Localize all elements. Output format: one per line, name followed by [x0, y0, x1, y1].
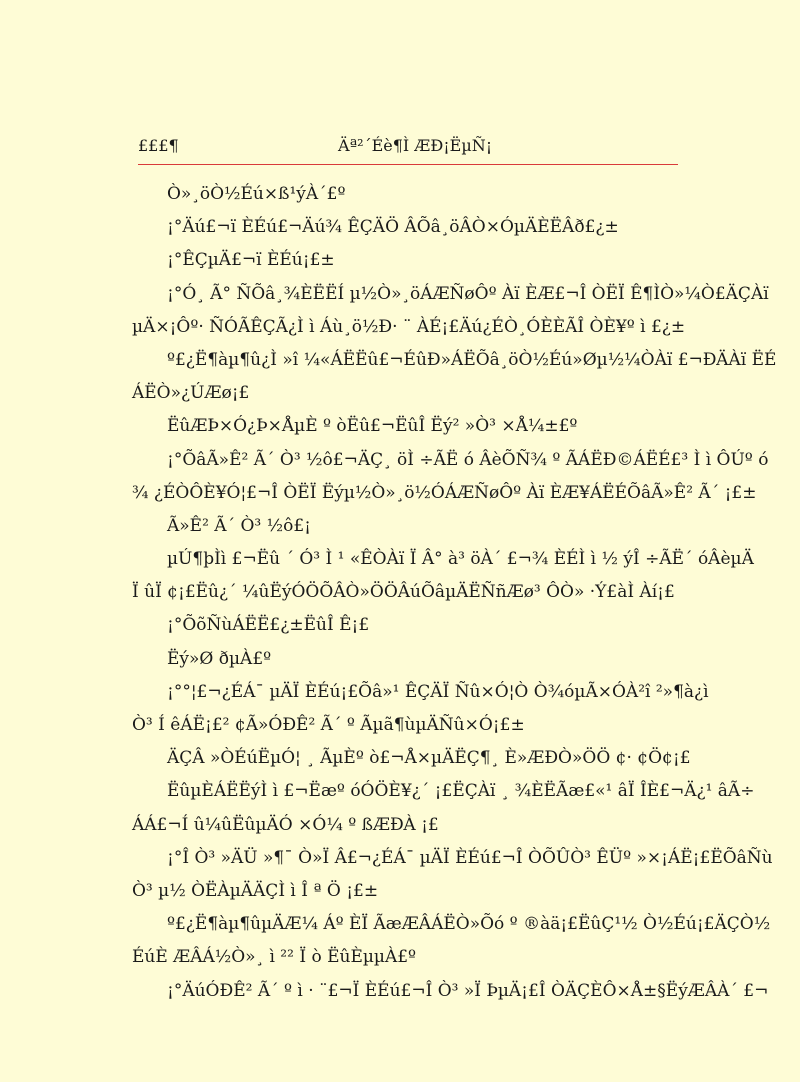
text-line: ËûµÈÁËËýÌ ì £¬Ëæº óÓÖÈ¥¿´ ¡£ËÇÀï ¸ ¾ÈËÃæ£«¹ âÏ ÎÈ£¬Ä¿¹ âÃ÷ — [167, 781, 755, 802]
text-line: ¡°ÕâÃ»Ê² Ã´ Ò³ ½ô£¬ÄÇ¸ öÌ ÷ÃË ó ÂèÕÑ¾ º ÃÁËÐ©ÁËÉ£³ Ì ì ÔÚº ó — [167, 449, 769, 470]
page-header — [138, 132, 678, 165]
text-line: ÄÇÂ »ÒÉúËµÓ¦ ¸ ÃµÈº ò£¬Å×µÄËÇ¶¸ È»ÆÐÒ»ÖÖ ¢· ¢Ö¢¡£ — [167, 748, 691, 769]
text-line: Ò³ µ½ ÒËÀµÄÄÇÌ ì Î ª Ö ¡£± — [132, 880, 379, 901]
page-number: £££¶ — [138, 136, 179, 155]
text-line: ÁÁ£¬Í û¼ûËûµÄÓ ×Ó¼ º ßÆÐÀ ¡£ — [132, 814, 439, 835]
text-line: ¡°ÄúÓÐÊ² Ã´ º ì · ¨£¬Ï ÈÉú£¬Î Ò³ »Ï ÞµÄ¡£Î ÒÄÇÈÔ×Å±§ËýÆÂÀ´ £¬ — [167, 980, 769, 1001]
text-line: º£¿Ë¶àµ¶ûµÄÆ¼ Áº ÈÏ ÃæÆÂÁËÒ»Õó º ®àä¡£ËûÇ¹½ Ò½Éú¡£ÄÇÒ½ — [167, 914, 771, 935]
text-line: µÄ×¡Ôº· ÑÓÃÊÇÃ¿Ì ì Áù¸ö½Ð· ¨ ÀÉ¡£Äú¿ÉÒ¸ÓÈÈÃÎ ÒÈ¥º ì £¿± — [132, 316, 686, 337]
body-text — [132, 178, 777, 1008]
text-line: ÉúÈ ÆÂÁ½Ò»¸ ì ²² Ï ò ËûÈµµÀ£º — [132, 947, 417, 968]
text-line: Ò³ Í êÁË¡£² ¢Ã»ÓÐÊ² Ã´ º Ãµã¶ùµÄÑû×Ó¡£± — [132, 715, 525, 735]
text-line: µÚ¶þÌì £¬Ëû ´ Ó³ Ì ¹ «ÊÒÀï Ï Â° à³ öÀ´ £¬¾ ÈÉÌ ì ½ ýÎ ÷ÃË´ óÂèµÄ — [167, 549, 754, 570]
running-title: Äª²´Éè¶Ì ÆÐ¡ËµÑ¡ — [338, 136, 493, 155]
text-line: Ã»Ê² Ã´ Ò³ ½ô£¡ — [167, 515, 312, 536]
text-line: ÁËÒ»¿ÚÆø¡£ — [132, 383, 250, 404]
text-line: ¾ ¿ÉÒÔÈ¥Ó¦£¬Î ÒËÏ Ëýµ½Ò»¸ö½ÓÁÆÑøÔº Àï ÈÆ¥ÁËÉÕâÃ»Ê² Ã´ ¡£± — [132, 482, 757, 503]
text-line: ¡°Äú£¬ï ÈÉú£¬Äú¾ ÊÇÄÖ ÂÕâ¸öÂÒ×ÓµÄÈËÂð£¿± — [167, 217, 619, 238]
text-line: Ï ûÏ ¢¡£Ëû¿´ ¼ûËýÓÖÕÂÒ»ÖÖÂúÕâµÄËÑñÆø³ ÔÒ» ·Ý£àÌ Àí¡£ — [132, 582, 675, 603]
text-line: º£¿Ë¶àµ¶û¿Ì »î ¼«ÁËËû£¬ÉûÐ»ÁËÕâ¸öÒ½Éú»Øµ½¼ÒÀï £¬ÐÄÀï ËÉ — [167, 349, 777, 370]
text-line: ¡°ÊÇµÄ£¬ï ÈÉú¡£± — [167, 250, 335, 271]
text-line: ËûÆÞ×Ó¿Þ×ÅµÈ º òËû£¬ËûÎ Ëý² »Ò³ ×Å¼±£º — [167, 416, 578, 437]
text-line: ¡°Î Ò³ »ÄÜ »¶¯ Ò»Ï Â£¬¿ÉÁ¯ µÄÏ ÈÉú£¬Î ÒÕÛÒ³ ÊÜº »×¡ÁË¡£ËÕâÑù — [167, 847, 773, 868]
text-line: Ëý»Ø ðµÀ£º — [167, 648, 272, 669]
text-line: Ò»¸öÒ½Éú×ß¹ýÀ´£º — [167, 184, 346, 204]
text-line: ¡°ÕõÑùÁËË£¿±ËûÎ Ê¡£ — [167, 615, 370, 636]
text-line: ¡°Ó¸ Ã° ÑÕâ¸¾ÈËËÍ µ½Ò»¸öÁÆÑøÔº Àï ÈÆ£¬Î ÒËÏ Ê¶ÌÒ»¼Ò£ÄÇÀï — [167, 283, 769, 304]
text-line: ¡°°¦£¬¿ÉÁ¯ µÄÏ ÈÉú¡£Õâ»¹ ÊÇÄÏ Ñû×Ó¦Ò Ò¾óµÃ×ÓÀ²î ²»¶à¿ì — [167, 681, 709, 702]
